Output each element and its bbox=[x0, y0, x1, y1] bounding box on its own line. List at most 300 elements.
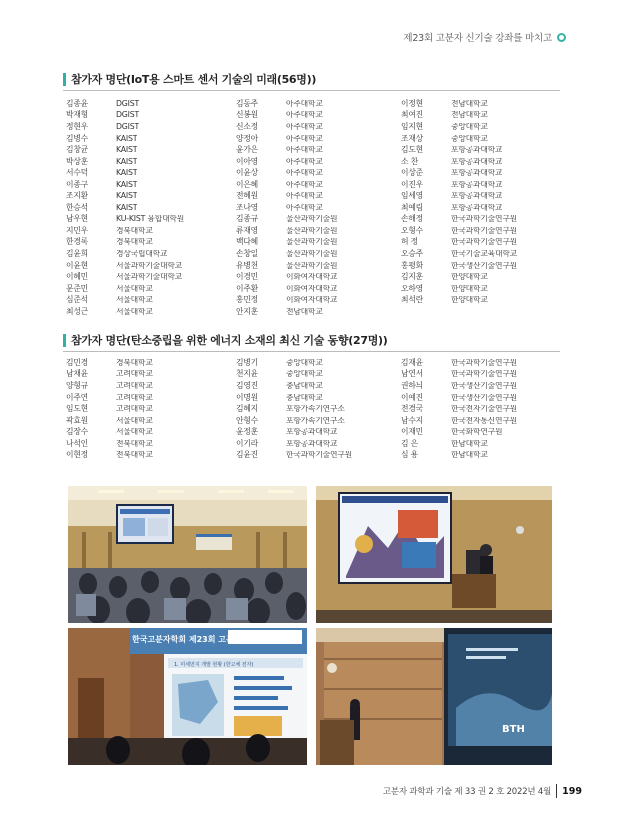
participant-affiliation: 전남대학교 bbox=[451, 99, 488, 108]
participant-entry bbox=[401, 405, 560, 413]
participant-affiliation: 이화여자대학교 bbox=[286, 273, 338, 281]
participant-row bbox=[66, 380, 560, 392]
participant-affiliation: KU-KIST 융합대학원 bbox=[116, 215, 185, 224]
participant-affiliation: 포항공과대학교 bbox=[451, 180, 503, 189]
participant-entry bbox=[401, 250, 560, 258]
participant-name: 양형규 bbox=[66, 380, 88, 390]
participant-name: 김민경 bbox=[66, 357, 88, 367]
participant-entry bbox=[401, 215, 560, 223]
participant-row bbox=[66, 179, 560, 191]
participant-affiliation: 고려대학교 bbox=[116, 393, 153, 402]
participant-name: 서수덕 bbox=[66, 168, 88, 178]
participant-entry bbox=[401, 100, 560, 108]
participant-entry bbox=[66, 285, 236, 293]
participant-entry bbox=[401, 359, 560, 367]
participant-affiliation: 고려대학교 bbox=[116, 381, 153, 390]
heading-bar-icon bbox=[63, 334, 66, 347]
participant-entry bbox=[236, 204, 401, 212]
participant-row bbox=[66, 415, 560, 427]
participant-affiliation: 울산과학기술원 bbox=[286, 226, 338, 235]
participant-affiliation: 아주대학교 bbox=[286, 99, 323, 108]
section2-rule bbox=[63, 351, 560, 352]
participant-affiliation: 서울대학교 bbox=[116, 416, 153, 425]
participant-entry bbox=[236, 135, 401, 143]
participant-affiliation: 한국전자통신연구원 bbox=[451, 416, 517, 425]
participant-name: 전경국 bbox=[401, 404, 423, 414]
participant-affiliation: 포항공과대학교 bbox=[286, 428, 338, 436]
participant-affiliation: 경북대학교 bbox=[116, 226, 153, 235]
participant-entry bbox=[236, 227, 401, 235]
participant-name: 이종구 bbox=[66, 179, 88, 189]
participant-entry bbox=[236, 405, 401, 413]
participant-name: 권하늬 bbox=[401, 380, 423, 390]
participant-name: 김재윤 bbox=[401, 357, 423, 367]
participant-entry bbox=[401, 370, 560, 378]
participant-name: 박재형 bbox=[66, 110, 88, 120]
participant-name: 조나영 bbox=[236, 202, 258, 212]
participant-entry bbox=[236, 181, 401, 189]
participant-name: 나석인 bbox=[66, 438, 88, 448]
participant-name: 남우현 bbox=[66, 214, 88, 224]
participant-entry bbox=[236, 440, 401, 448]
participant-entry bbox=[401, 285, 560, 293]
participant-row bbox=[66, 121, 560, 133]
participant-name: 이상준 bbox=[401, 168, 423, 178]
participant-name: 남채윤 bbox=[66, 369, 88, 379]
participant-affiliation: DGIST bbox=[116, 122, 140, 131]
participant-affiliation: 중앙대학교 bbox=[451, 134, 488, 143]
participant-affiliation: 한양대학교 bbox=[451, 273, 488, 281]
participant-entry bbox=[66, 308, 236, 316]
participant-entry bbox=[66, 238, 236, 246]
participant-name: 윤가은 bbox=[236, 145, 258, 155]
participant-affiliation: 서울과학기술대학교 bbox=[116, 273, 182, 281]
participant-entry bbox=[236, 273, 401, 281]
participant-name: 김동주 bbox=[236, 98, 258, 108]
participant-affiliation: 한양대학교 bbox=[451, 284, 488, 293]
section1-participant-list bbox=[66, 98, 560, 317]
participant-affiliation: 서울대학교 bbox=[116, 296, 153, 304]
participant-name: 김장수 bbox=[66, 427, 88, 437]
participant-affiliation: 한국기술교육대학교 bbox=[451, 249, 517, 258]
participant-name: 임도현 bbox=[66, 404, 88, 414]
participant-name: 한승석 bbox=[66, 202, 88, 212]
participant-row bbox=[66, 213, 560, 225]
participant-affiliation: 한국과학기술연구원 bbox=[451, 226, 517, 235]
participant-name: 이재민 bbox=[401, 427, 423, 437]
participant-entry bbox=[66, 382, 236, 390]
participant-name: 임지현 bbox=[401, 121, 423, 131]
participant-row bbox=[66, 357, 560, 369]
participant-entry bbox=[66, 451, 236, 459]
participant-affiliation: 울산과학기술원 bbox=[286, 249, 338, 258]
participant-entry bbox=[236, 192, 401, 200]
participant-entry bbox=[66, 428, 236, 436]
running-header bbox=[403, 30, 566, 44]
section1-rule bbox=[63, 90, 560, 91]
participant-affiliation: 한국과학기술연구원 bbox=[451, 215, 517, 224]
participant-affiliation: 한양대학교 bbox=[451, 296, 488, 304]
participant-affiliation: 울산과학기술원 bbox=[286, 238, 338, 247]
participant-affiliation: 한국생산기술연구원 bbox=[451, 261, 517, 270]
participant-row bbox=[66, 202, 560, 214]
participant-name: 김도현 bbox=[401, 145, 423, 155]
participant-entry bbox=[66, 262, 236, 270]
participant-entry bbox=[66, 417, 236, 425]
participant-name: 손해정 bbox=[401, 214, 423, 224]
participant-name: 김윤희 bbox=[66, 248, 88, 258]
participant-name: 남연서 bbox=[401, 369, 423, 379]
participant-entry bbox=[401, 204, 560, 212]
participant-entry bbox=[66, 250, 236, 258]
participant-affiliation: KAIST bbox=[116, 157, 138, 166]
participant-entry bbox=[401, 135, 560, 143]
participant-name: 오하영 bbox=[401, 283, 423, 293]
participant-name: 이현정 bbox=[66, 450, 88, 460]
participant-name: 지민우 bbox=[66, 225, 88, 235]
participant-name: 유병천 bbox=[236, 260, 258, 270]
participant-entry bbox=[66, 146, 236, 154]
participant-name: 손창일 bbox=[236, 248, 258, 258]
participant-name: 윤정훈 bbox=[236, 427, 258, 437]
participant-affiliation: 서울대학교 bbox=[116, 428, 153, 436]
participant-entry bbox=[236, 250, 401, 258]
participant-name: 임세영 bbox=[401, 191, 423, 201]
heading-bar-icon bbox=[63, 73, 66, 86]
participant-row bbox=[66, 248, 560, 260]
participant-name: 이주환 bbox=[236, 283, 258, 293]
participant-affiliation: 경북대학교 bbox=[116, 358, 153, 367]
participant-row bbox=[66, 167, 560, 179]
participant-entry bbox=[401, 158, 560, 166]
participant-entry bbox=[401, 394, 560, 402]
photo-lecture-hall bbox=[68, 486, 307, 623]
participant-affiliation: 아주대학교 bbox=[286, 134, 323, 143]
participant-affiliation: 경상국립대학교 bbox=[116, 249, 168, 258]
participant-entry bbox=[66, 192, 236, 200]
participant-name: 이예진 bbox=[401, 392, 423, 402]
participant-entry bbox=[401, 296, 560, 304]
section2-title: 참가자 명단(탄소중립을 위한 에너지 소재의 최신 기술 동향(27명)) bbox=[71, 334, 388, 347]
participant-row bbox=[66, 190, 560, 202]
participant-entry bbox=[236, 359, 401, 367]
participant-affiliation: 충남대학교 bbox=[286, 393, 323, 402]
participant-entry bbox=[66, 227, 236, 235]
participant-entry bbox=[66, 273, 236, 281]
participant-affiliation: 아주대학교 bbox=[286, 157, 323, 166]
participant-row bbox=[66, 306, 560, 318]
participant-entry bbox=[236, 417, 401, 425]
participant-entry bbox=[236, 296, 401, 304]
participant-affiliation: 아주대학교 bbox=[286, 180, 323, 189]
participant-affiliation: 한남대학교 bbox=[451, 439, 488, 448]
participant-affiliation: 중앙대학교 bbox=[286, 358, 323, 367]
participant-row bbox=[66, 237, 560, 249]
photo-speaker-podium bbox=[316, 628, 552, 765]
participant-entry bbox=[66, 440, 236, 448]
participant-entry bbox=[66, 181, 236, 189]
participant-affiliation: 충남대학교 bbox=[286, 381, 323, 390]
participant-affiliation: 경북대학교 bbox=[116, 238, 153, 247]
participant-name: 이윤상 bbox=[236, 168, 258, 178]
participant-affiliation: 고려대학교 bbox=[116, 370, 153, 379]
participant-affiliation: 전북대학교 bbox=[116, 439, 153, 448]
participant-row bbox=[66, 144, 560, 156]
participant-entry bbox=[401, 273, 560, 281]
participant-affiliation: KAIST bbox=[116, 192, 138, 201]
participant-affiliation: 한남대학교 bbox=[451, 451, 488, 460]
participant-name: 심 용 bbox=[401, 450, 418, 460]
participant-entry bbox=[66, 215, 236, 223]
participant-name: 이주연 bbox=[66, 392, 88, 402]
section1-title: 참가자 명단(IoT용 스마트 센서 기술의 미래(56명)) bbox=[71, 73, 317, 86]
participant-name: 정현우 bbox=[66, 121, 88, 131]
participant-name: 남수지 bbox=[401, 415, 423, 425]
participant-affiliation: 한국생산기술연구원 bbox=[451, 393, 517, 402]
participant-entry bbox=[236, 285, 401, 293]
participant-name: 신소정 bbox=[236, 121, 258, 131]
participant-affiliation: 울산과학기술원 bbox=[286, 215, 338, 224]
participant-name: 류재영 bbox=[236, 225, 258, 235]
participant-entry bbox=[236, 169, 401, 177]
participant-affiliation: 아주대학교 bbox=[286, 122, 323, 131]
participant-name: 김종규 bbox=[236, 214, 258, 224]
participant-row bbox=[66, 110, 560, 122]
participant-entry bbox=[236, 100, 401, 108]
participant-name: 이경민 bbox=[236, 272, 258, 282]
participant-name: 김영진 bbox=[236, 380, 258, 390]
participant-name: 곽효원 bbox=[66, 415, 88, 425]
participant-affiliation: 포항공과대학교 bbox=[451, 146, 503, 154]
participant-entry bbox=[236, 123, 401, 131]
participant-name: 양정아 bbox=[236, 133, 258, 143]
participant-affiliation: DGIST bbox=[116, 111, 140, 120]
page-footer bbox=[383, 784, 582, 798]
participant-name: 김종윤 bbox=[66, 98, 88, 108]
participant-name: 조지환 bbox=[66, 191, 88, 201]
participant-name: 이명원 bbox=[236, 392, 258, 402]
participant-affiliation: 한국과학기술연구원 bbox=[451, 358, 517, 367]
participant-name: 오형수 bbox=[401, 225, 423, 235]
participant-entry bbox=[401, 227, 560, 235]
participant-entry bbox=[66, 158, 236, 166]
participant-entry bbox=[401, 192, 560, 200]
participant-name: 이정현 bbox=[401, 98, 423, 108]
participant-entry bbox=[66, 394, 236, 402]
participant-entry bbox=[401, 169, 560, 177]
participant-row bbox=[66, 98, 560, 110]
participant-entry bbox=[401, 451, 560, 459]
participant-affiliation: KAIST bbox=[116, 146, 138, 154]
participant-name: 홍평화 bbox=[401, 260, 423, 270]
participant-affiliation: 서울대학교 bbox=[116, 307, 153, 316]
section1-heading bbox=[63, 71, 316, 87]
participant-name: 김 은 bbox=[401, 438, 418, 448]
circle-bullet-icon bbox=[557, 33, 566, 42]
participant-affiliation: 한국과학기술연구원 bbox=[286, 451, 352, 460]
participant-entry bbox=[66, 370, 236, 378]
participant-entry bbox=[66, 359, 236, 367]
participant-name: 이기라 bbox=[236, 438, 258, 448]
slide3-content: 1. 미세먼지 개발 현황 (한고체 전자) bbox=[174, 662, 254, 668]
participant-name: 소 찬 bbox=[401, 156, 418, 166]
participant-name: 이윤현 bbox=[66, 260, 88, 270]
participant-name: 천지윤 bbox=[236, 369, 258, 379]
participant-name: 안지훈 bbox=[236, 306, 258, 316]
participant-entry bbox=[236, 262, 401, 270]
participant-entry bbox=[66, 405, 236, 413]
participant-entry bbox=[401, 111, 560, 119]
participant-entry bbox=[401, 238, 560, 246]
participant-affiliation: 한국생산기술연구원 bbox=[451, 381, 517, 390]
participant-affiliation: 아주대학교 bbox=[286, 192, 323, 201]
participant-affiliation: 중앙대학교 bbox=[286, 370, 323, 379]
participant-affiliation: 중앙대학교 bbox=[451, 122, 488, 131]
participant-affiliation: KAIST bbox=[116, 203, 138, 212]
participant-name: 이은혜 bbox=[236, 179, 258, 189]
participant-row bbox=[66, 133, 560, 145]
participant-affiliation: 포항공과대학교 bbox=[451, 169, 503, 177]
participant-row bbox=[66, 369, 560, 381]
participant-affiliation: 포항가속기연구소 bbox=[286, 405, 345, 413]
participant-entry bbox=[236, 394, 401, 402]
participant-affiliation: 한국과학기술연구원 bbox=[451, 238, 517, 247]
participant-affiliation: 한국과학기술연구원 bbox=[451, 370, 517, 379]
participant-affiliation: 아주대학교 bbox=[286, 169, 323, 177]
participant-affiliation: 서울과학기술대학교 bbox=[116, 261, 182, 270]
participant-name: 최성근 bbox=[66, 306, 88, 316]
participant-name: 이진우 bbox=[401, 179, 423, 189]
participant-name: 김병수 bbox=[66, 133, 88, 143]
participant-name: 허 정 bbox=[401, 237, 418, 247]
participant-affiliation: 전북대학교 bbox=[116, 451, 153, 460]
participant-row bbox=[66, 438, 560, 450]
participant-row bbox=[66, 271, 560, 283]
participant-affiliation: 한국전자기술연구원 bbox=[451, 405, 517, 413]
participant-name: 이아영 bbox=[236, 156, 258, 166]
participant-entry bbox=[401, 146, 560, 154]
participant-affiliation: 아주대학교 bbox=[286, 146, 323, 154]
participant-row bbox=[66, 225, 560, 237]
participant-affiliation: 포항공과대학교 bbox=[286, 439, 338, 448]
participant-name: 심준석 bbox=[66, 295, 88, 305]
participant-affiliation: 전남대학교 bbox=[286, 307, 323, 316]
participant-affiliation: 이화여자대학교 bbox=[286, 284, 338, 293]
participant-affiliation: 아주대학교 bbox=[286, 203, 323, 212]
participant-entry bbox=[66, 111, 236, 119]
participant-entry bbox=[401, 181, 560, 189]
slide4-logo: BTH bbox=[502, 724, 525, 735]
participant-name: 홍민정 bbox=[236, 295, 258, 305]
participant-affiliation: 한국화학연구원 bbox=[451, 428, 503, 436]
participant-entry bbox=[236, 451, 401, 459]
participant-row bbox=[66, 294, 560, 306]
participant-affiliation: 전남대학교 bbox=[451, 111, 488, 120]
participant-affiliation: KAIST bbox=[116, 169, 138, 177]
participant-row bbox=[66, 449, 560, 461]
participant-name: 최예림 bbox=[401, 202, 423, 212]
participant-name: 김윤진 bbox=[236, 450, 258, 460]
journal-info: 고분자 과학과 기술 제 33 권 2 호 2022년 4월 bbox=[382, 787, 552, 797]
participant-row bbox=[66, 426, 560, 438]
participant-affiliation: 포항가속기연구소 bbox=[286, 416, 345, 425]
participant-name: 안형수 bbox=[236, 415, 258, 425]
photo-speaker-slide bbox=[316, 486, 552, 623]
participant-name: 김창균 bbox=[66, 145, 88, 155]
participant-name: 조재상 bbox=[401, 133, 423, 143]
participant-entry bbox=[66, 100, 236, 108]
section2-participant-list bbox=[66, 357, 560, 461]
participant-entry bbox=[401, 428, 560, 436]
participant-entry bbox=[236, 238, 401, 246]
participant-affiliation: 울산과학기술원 bbox=[286, 261, 338, 270]
participant-row bbox=[66, 260, 560, 272]
participant-name: 최석란 bbox=[401, 295, 423, 305]
participant-entry bbox=[66, 204, 236, 212]
participant-entry bbox=[236, 215, 401, 223]
participant-affiliation: 서울대학교 bbox=[116, 284, 153, 293]
participant-name: 김혜지 bbox=[236, 404, 258, 414]
participant-name: 김지훈 bbox=[401, 272, 423, 282]
participant-entry bbox=[236, 428, 401, 436]
participant-name: 오승주 bbox=[401, 248, 423, 258]
header-title: 제23회 고분자 신기술 강좌를 마치고 bbox=[403, 33, 552, 44]
participant-entry bbox=[401, 417, 560, 425]
participant-entry bbox=[66, 169, 236, 177]
participant-entry bbox=[401, 440, 560, 448]
footer-divider bbox=[556, 784, 557, 798]
participant-entry bbox=[236, 111, 401, 119]
participant-name: 문준민 bbox=[66, 283, 88, 293]
participant-affiliation: 포항공과대학교 bbox=[451, 192, 503, 201]
photo-audience-slide bbox=[68, 628, 307, 765]
participant-entry bbox=[236, 158, 401, 166]
participant-affiliation: KAIST bbox=[116, 180, 138, 189]
participant-entry bbox=[401, 382, 560, 390]
participant-name: 한경록 bbox=[66, 237, 88, 247]
slide3-title: 한국고분자학회 제23회 고분자 신기술 bbox=[132, 635, 268, 644]
participant-name: 신봉원 bbox=[236, 110, 258, 120]
participant-entry bbox=[236, 382, 401, 390]
participant-affiliation: 포항공과대학교 bbox=[451, 157, 503, 166]
participant-entry bbox=[236, 146, 401, 154]
participant-affiliation: KAIST bbox=[116, 134, 138, 143]
participant-entry bbox=[66, 123, 236, 131]
participant-row bbox=[66, 403, 560, 415]
participant-affiliation: DGIST bbox=[116, 99, 140, 108]
participant-entry bbox=[401, 123, 560, 131]
participant-name: 이혜민 bbox=[66, 272, 88, 282]
section2-heading bbox=[63, 332, 387, 348]
participant-name: 최여진 bbox=[401, 110, 423, 120]
participant-entry bbox=[401, 262, 560, 270]
participant-affiliation: 이화여자대학교 bbox=[286, 296, 338, 304]
participant-row bbox=[66, 392, 560, 404]
participant-entry bbox=[66, 296, 236, 304]
participant-name: 백다혜 bbox=[236, 237, 258, 247]
participant-affiliation: 포항공과대학교 bbox=[451, 203, 503, 212]
participant-row bbox=[66, 156, 560, 168]
participant-name: 전혜원 bbox=[236, 191, 258, 201]
participant-entry bbox=[236, 308, 401, 316]
participant-row bbox=[66, 283, 560, 295]
participant-name: 박상훈 bbox=[66, 156, 88, 166]
participant-entry bbox=[236, 370, 401, 378]
participant-affiliation: 고려대학교 bbox=[116, 405, 153, 413]
participant-affiliation: 아주대학교 bbox=[286, 111, 323, 120]
page-number: 199 bbox=[562, 785, 582, 797]
participant-name: 김병기 bbox=[236, 357, 258, 367]
